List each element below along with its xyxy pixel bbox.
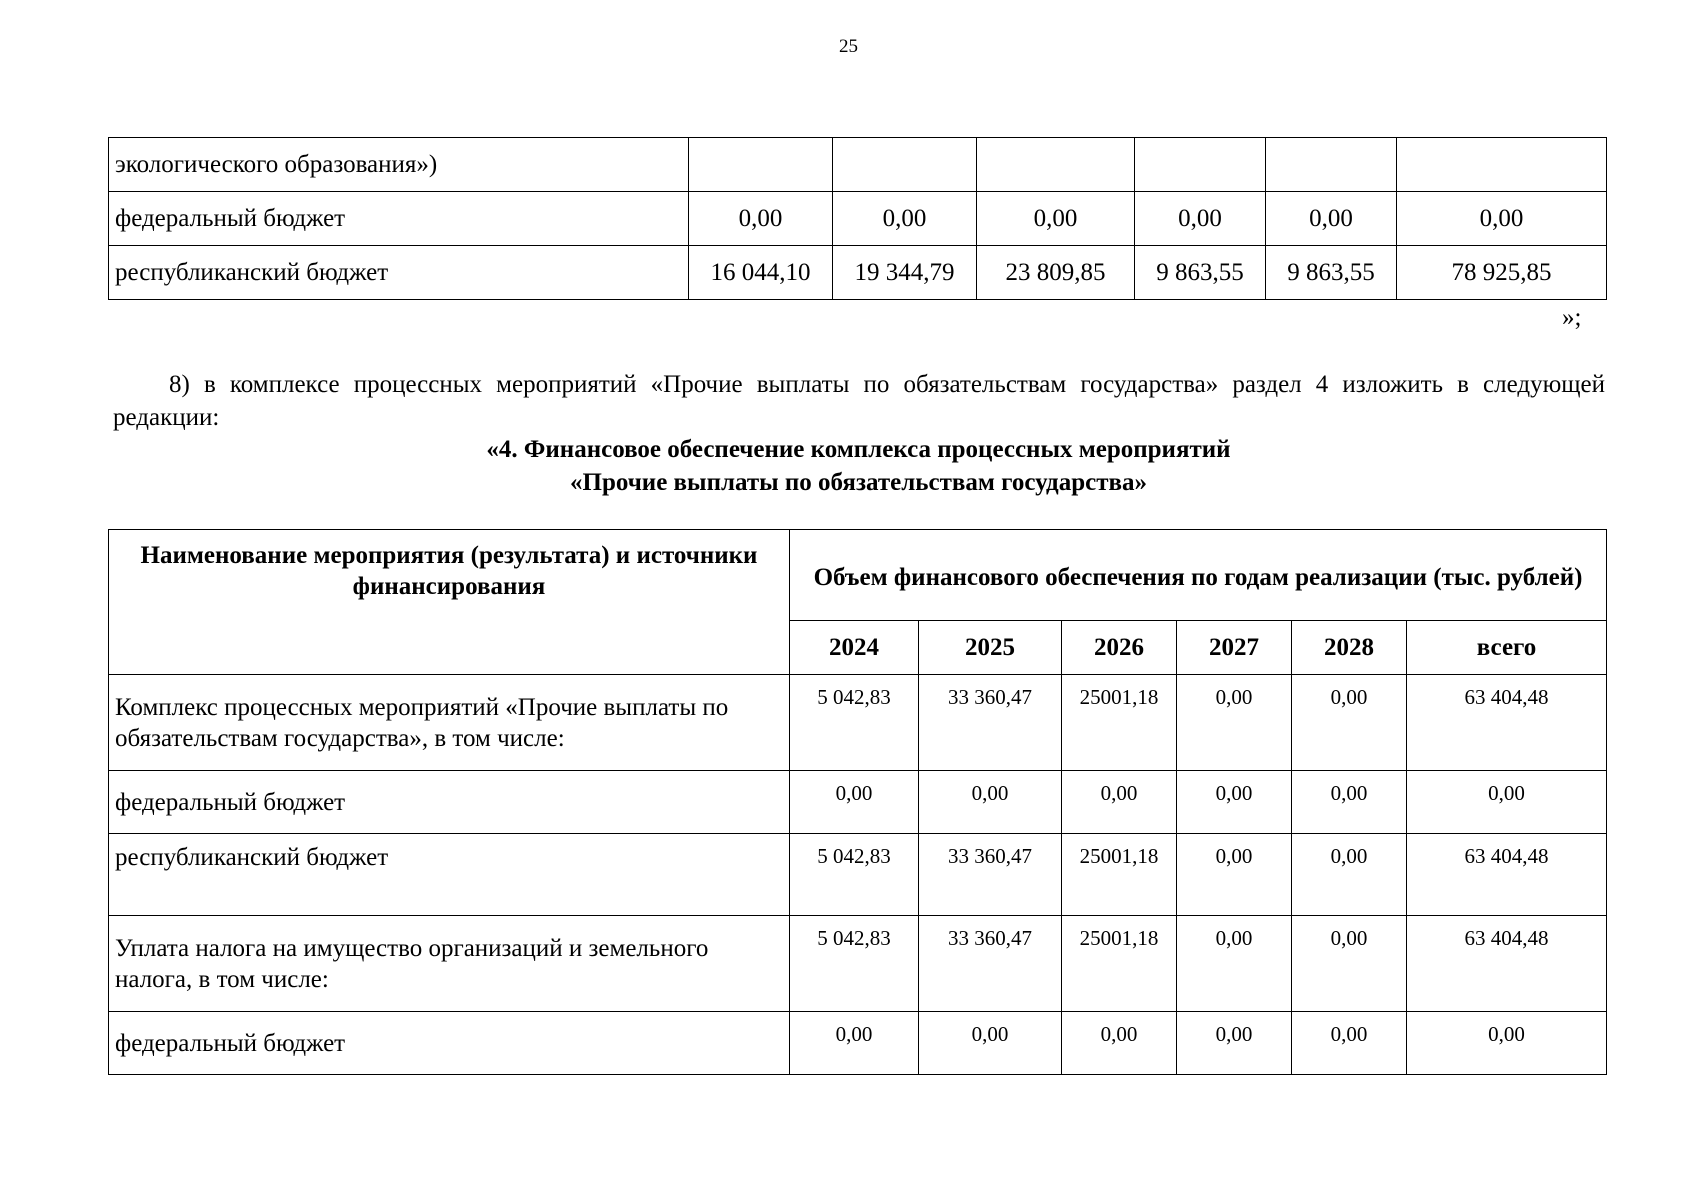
row-name: федеральный бюджет <box>109 771 790 834</box>
section-title <box>0 433 1697 499</box>
value-cell: 19 344,79 <box>833 246 977 300</box>
value-cell: 0,00 <box>1266 192 1397 246</box>
value-cell: 16 044,10 <box>689 246 833 300</box>
value-cell <box>1397 138 1607 192</box>
value-cell: 0,00 <box>1407 771 1607 834</box>
value-cell: 33 360,47 <box>919 675 1062 771</box>
table-row <box>109 771 1607 834</box>
value-cell: 0,00 <box>1135 192 1266 246</box>
value-cell: 0,00 <box>977 192 1135 246</box>
value-cell: 0,00 <box>1177 771 1292 834</box>
value-cell: 5 042,83 <box>790 834 919 916</box>
value-cell: 63 404,48 <box>1407 834 1607 916</box>
section-title-line1: «4. Финансовое обеспечение комплекса процессных мероприятий <box>486 436 1231 463</box>
value-cell: 0,00 <box>790 771 919 834</box>
header-year: 2025 <box>919 621 1062 675</box>
table-row <box>109 246 1607 300</box>
value-cell: 0,00 <box>1177 675 1292 771</box>
value-cell: 9 863,55 <box>1135 246 1266 300</box>
row-name: экологического образования») <box>109 138 689 192</box>
value-cell: 0,00 <box>689 192 833 246</box>
budget-table-continued <box>108 137 1607 300</box>
value-cell: 0,00 <box>1397 192 1607 246</box>
value-cell: 0,00 <box>1062 1012 1177 1075</box>
value-cell: 0,00 <box>1292 834 1407 916</box>
row-name: республиканский бюджет <box>109 834 790 916</box>
header-name: Наименование мероприятия (результата) и источники финансирования <box>109 530 790 675</box>
value-cell: 0,00 <box>1292 675 1407 771</box>
table-row <box>109 192 1607 246</box>
value-cell: 0,00 <box>833 192 977 246</box>
value-cell: 0,00 <box>919 1012 1062 1075</box>
value-cell: 0,00 <box>1292 771 1407 834</box>
row-name: Комплекс процессных мероприятий «Прочие выплаты по обязательствам государства», в том числе: <box>109 675 790 771</box>
header-total: всего <box>1407 621 1607 675</box>
header-year: 2024 <box>790 621 919 675</box>
value-cell: 0,00 <box>1407 1012 1607 1075</box>
page-number: 25 <box>839 36 858 57</box>
value-cell <box>1135 138 1266 192</box>
table-row <box>109 1012 1607 1075</box>
table-row <box>109 916 1607 1012</box>
value-cell: 0,00 <box>1292 916 1407 1012</box>
value-cell: 0,00 <box>1177 834 1292 916</box>
value-cell <box>977 138 1135 192</box>
value-cell: 78 925,85 <box>1397 246 1607 300</box>
value-cell: 0,00 <box>919 771 1062 834</box>
table-row <box>109 834 1607 916</box>
table-row <box>109 675 1607 771</box>
header-year: 2027 <box>1177 621 1292 675</box>
value-cell: 9 863,55 <box>1266 246 1397 300</box>
row-name: федеральный бюджет <box>109 192 689 246</box>
header-row <box>109 530 1607 621</box>
row-name: республиканский бюджет <box>109 246 689 300</box>
row-name: Уплата налога на имущество организаций и земельного налога, в том числе: <box>109 916 790 1012</box>
amendment-paragraph: 8) в комплексе процессных мероприятий «Прочие выплаты по обязательствам государства» раздел 4 изложить в следующей редакции: <box>113 371 1605 431</box>
value-cell: 23 809,85 <box>977 246 1135 300</box>
value-cell: 5 042,83 <box>790 916 919 1012</box>
header-year: 2028 <box>1292 621 1407 675</box>
value-cell: 0,00 <box>1177 1012 1292 1075</box>
value-cell <box>689 138 833 192</box>
value-cell <box>833 138 977 192</box>
value-cell: 25001,18 <box>1062 916 1177 1012</box>
value-cell: 33 360,47 <box>919 916 1062 1012</box>
value-cell: 25001,18 <box>1062 834 1177 916</box>
value-cell: 63 404,48 <box>1407 675 1607 771</box>
row-name: федеральный бюджет <box>109 1012 790 1075</box>
value-cell: 0,00 <box>1062 771 1177 834</box>
table-row <box>109 138 1607 192</box>
value-cell: 0,00 <box>790 1012 919 1075</box>
value-cell: 63 404,48 <box>1407 916 1607 1012</box>
value-cell: 5 042,83 <box>790 675 919 771</box>
section-title-line2: «Прочие выплаты по обязательствам государства» <box>570 469 1147 496</box>
value-cell: 0,00 <box>1292 1012 1407 1075</box>
header-volume: Объем финансового обеспечения по годам реализации (тыс. рублей) <box>790 530 1607 621</box>
header-year: 2026 <box>1062 621 1177 675</box>
financing-table <box>108 529 1607 1075</box>
value-cell: 0,00 <box>1177 916 1292 1012</box>
value-cell <box>1266 138 1397 192</box>
closing-quote: »; <box>1562 304 1582 331</box>
value-cell: 33 360,47 <box>919 834 1062 916</box>
value-cell: 25001,18 <box>1062 675 1177 771</box>
